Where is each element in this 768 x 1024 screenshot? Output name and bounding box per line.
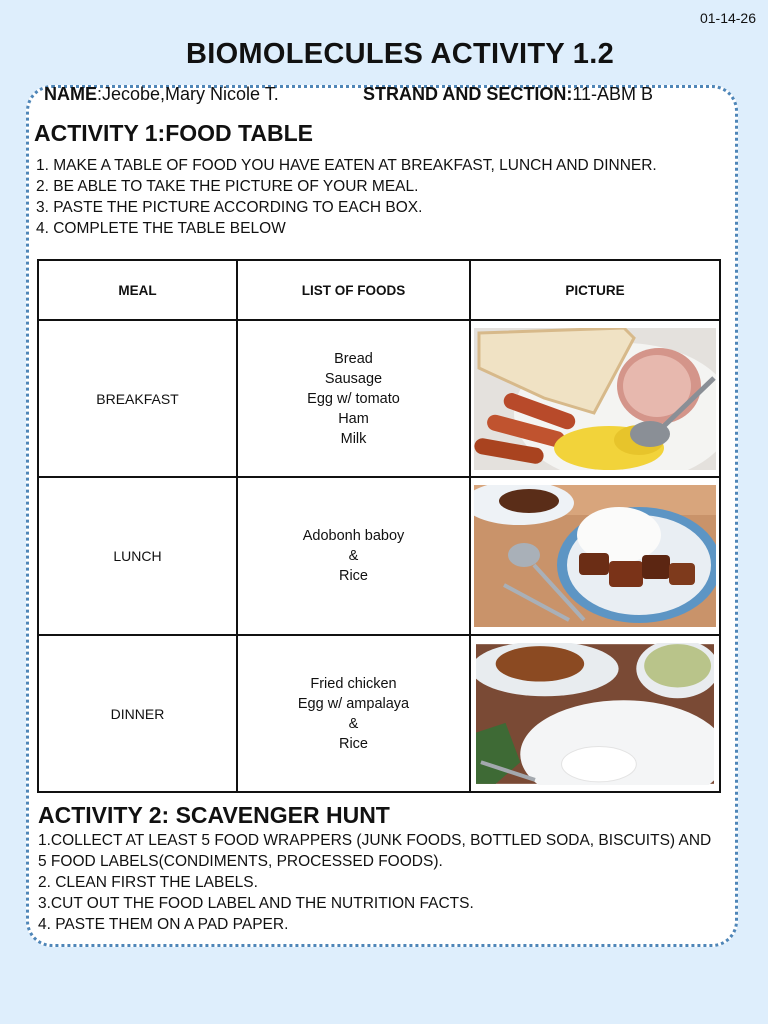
picture-cell <box>470 635 720 792</box>
meal-cell: LUNCH <box>38 477 237 635</box>
meal-cell: BREAKFAST <box>38 320 237 477</box>
instruction-item: 2. CLEAN FIRST THE LABELS. <box>38 874 258 891</box>
instruction-item: 1. MAKE A TABLE OF FOOD YOU HAVE EATEN AT BREAKFAST, LUNCH AND DINNER. <box>36 157 657 174</box>
dinner-photo <box>476 643 714 785</box>
food-item: Bread <box>334 350 373 367</box>
activity2-instructions <box>38 830 718 935</box>
food-item: Milk <box>340 430 367 447</box>
foods-cell <box>237 635 470 792</box>
food-item: Egg w/ tomato <box>307 390 400 407</box>
food-item: Adobonh baboy <box>302 528 405 544</box>
instruction-item: 4. COMPLETE THE TABLE BELOW <box>36 220 286 237</box>
instruction-item: 2. BE ABLE TO TAKE THE PICTURE OF YOUR MEAL. <box>36 178 419 195</box>
food-table <box>37 259 721 793</box>
picture-cell <box>470 320 720 477</box>
name-label: NAME <box>44 84 97 104</box>
foods-cell <box>237 477 470 635</box>
activity2-heading: ACTIVITY 2: SCAVENGER HUNT <box>38 802 390 828</box>
food-item: Rice <box>338 568 368 584</box>
name-row <box>44 84 279 105</box>
strand-row <box>363 84 653 105</box>
foods-cell <box>237 320 470 477</box>
food-item: Sausage <box>324 370 383 387</box>
food-item: Egg w/ ampalaya <box>297 695 410 712</box>
food-item: Fried chicken <box>310 675 397 692</box>
header-meal: MEAL <box>38 260 237 320</box>
table-row <box>38 320 720 477</box>
instruction-item: 1.COLLECT AT LEAST 5 FOOD WRAPPERS (JUNK FOODS, BOTTLED SODA, BISCUITS) AND 5 FOOD LABELS(CONDIMENTS, PROCESSED FOODS). <box>38 832 712 870</box>
food-item: & <box>348 548 359 564</box>
name-value: :Jecobe,Mary Nicole T. <box>97 84 279 104</box>
strand-value: 11-ABM B <box>572 84 654 104</box>
picture-cell <box>470 477 720 635</box>
activity1-heading: ACTIVITY 1:FOOD TABLE <box>34 120 313 146</box>
food-item: & <box>348 715 359 732</box>
food-item: Rice <box>338 735 368 752</box>
instruction-item: 4. PASTE THEM ON A PAD PAPER. <box>38 916 289 933</box>
table-row <box>38 477 720 635</box>
instruction-item: 3. PASTE THE PICTURE ACCORDING TO EACH BOX. <box>36 199 423 216</box>
table-row <box>38 635 720 792</box>
food-item: Ham <box>338 410 369 427</box>
table-header-row <box>38 260 720 320</box>
breakfast-photo <box>474 328 716 470</box>
meal-cell: DINNER <box>38 635 237 792</box>
lunch-photo <box>474 485 716 627</box>
header-list-of-foods: LIST OF FOODS <box>237 260 470 320</box>
instruction-item: 3.CUT OUT THE FOOD LABEL AND THE NUTRITION FACTS. <box>38 895 474 912</box>
strand-label: STRAND AND SECTION: <box>363 84 573 104</box>
activity1-instructions <box>36 155 657 239</box>
page-title: BIOMOLECULES ACTIVITY 1.2 <box>185 38 615 70</box>
header-picture: PICTURE <box>470 260 720 320</box>
date-label: 01-14-26 <box>699 10 756 26</box>
